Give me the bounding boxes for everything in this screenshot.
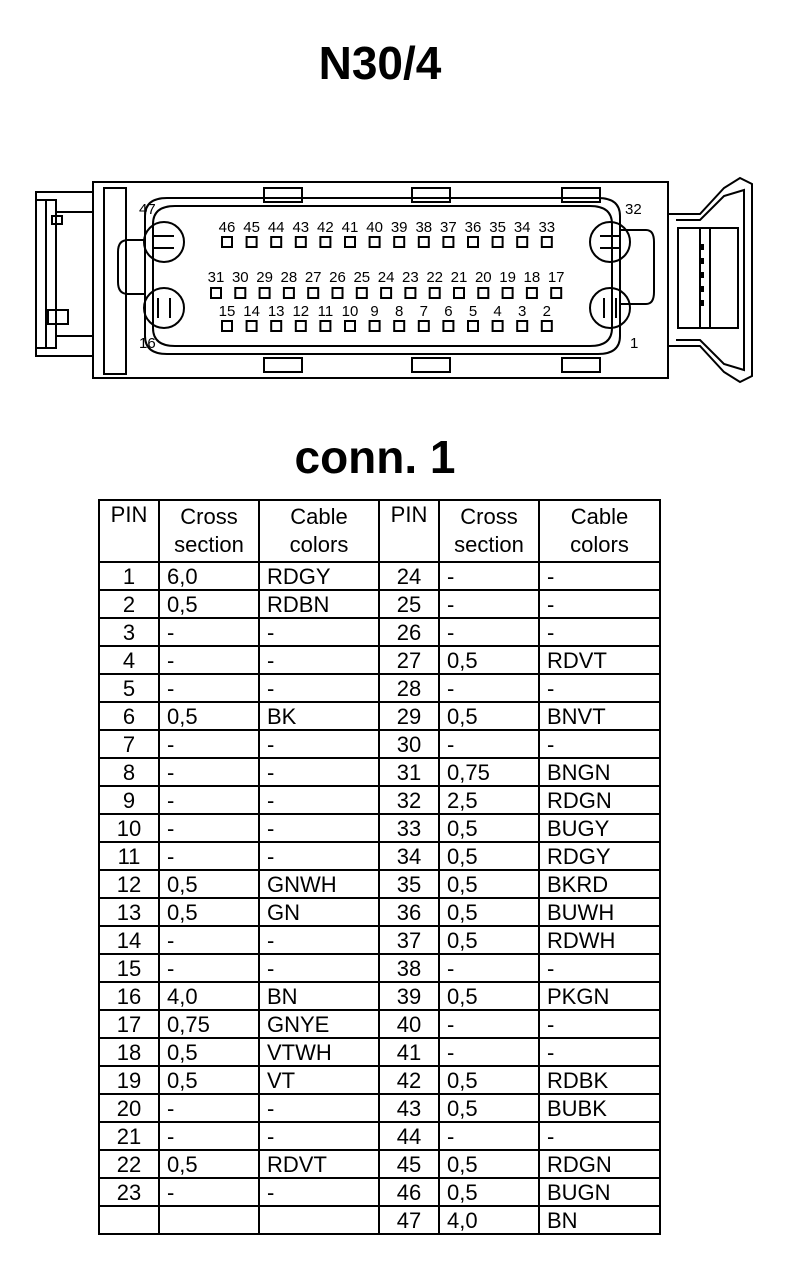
- pin-socket: [551, 288, 561, 298]
- cross-section-value: 0,5: [439, 926, 539, 954]
- cable-color-value: -: [259, 646, 379, 674]
- pin-number: 21: [99, 1122, 159, 1150]
- pin-number: 41: [379, 1038, 439, 1066]
- table-row: [99, 1178, 660, 1206]
- cable-color-value: -: [539, 590, 660, 618]
- pin-label: 33: [538, 219, 556, 236]
- table-row: [99, 842, 660, 870]
- table-row: [99, 870, 660, 898]
- cross-section-value: 0,5: [159, 1038, 259, 1066]
- pin-number: 36: [379, 898, 439, 926]
- cable-color-value: -: [539, 954, 660, 982]
- pin-socket: [247, 237, 257, 247]
- pin-number: 28: [379, 674, 439, 702]
- table-header-row: [99, 500, 660, 562]
- cable-color-value: BN: [539, 1206, 660, 1234]
- pin-socket: [419, 321, 429, 331]
- cable-color-value: -: [259, 730, 379, 758]
- pin-number: 18: [99, 1038, 159, 1066]
- cross-section-value: 0,5: [159, 590, 259, 618]
- pin-number: 31: [379, 758, 439, 786]
- pin-socket: [517, 237, 527, 247]
- table-row: [99, 646, 660, 674]
- cross-section-value: -: [159, 842, 259, 870]
- pin-number: 42: [379, 1066, 439, 1094]
- pin-number: 38: [379, 954, 439, 982]
- pin-socket: [443, 321, 453, 331]
- cross-section-value: -: [439, 1122, 539, 1150]
- pin-number: 46: [379, 1178, 439, 1206]
- pin-number: 17: [99, 1010, 159, 1038]
- pin-label: 23: [402, 269, 419, 286]
- pin-number: 25: [379, 590, 439, 618]
- cross-section-value: 0,5: [439, 1150, 539, 1178]
- pin-number: 37: [379, 926, 439, 954]
- header-pin: PIN: [379, 500, 439, 562]
- pin-label: 25: [353, 269, 371, 286]
- corner-label-16: 16: [139, 335, 156, 352]
- cross-section-value: 0,75: [159, 1010, 259, 1038]
- cable-color-value: -: [259, 618, 379, 646]
- cable-color-value: RDVT: [259, 1150, 379, 1178]
- cross-section-value: -: [439, 590, 539, 618]
- cable-color-value: -: [259, 954, 379, 982]
- pin-socket: [478, 288, 488, 298]
- table-row: [99, 814, 660, 842]
- pin-socket: [468, 321, 478, 331]
- cable-color-value: VT: [259, 1066, 379, 1094]
- pin-label: 4: [493, 303, 502, 320]
- cross-section-value: 0,5: [439, 646, 539, 674]
- pin-number: 20: [99, 1094, 159, 1122]
- pin-number: 47: [379, 1206, 439, 1234]
- header-cable-colors: Cable colors: [259, 500, 379, 562]
- cross-section-value: 0,5: [439, 1178, 539, 1206]
- pin-socket: [296, 321, 306, 331]
- cable-color-value: BNVT: [539, 702, 660, 730]
- cross-section-value: 2,5: [439, 786, 539, 814]
- pin-socket: [370, 321, 380, 331]
- pin-label: 2: [542, 303, 551, 320]
- cross-section-value: 6,0: [159, 562, 259, 590]
- pin-number: 26: [379, 618, 439, 646]
- table-row: [99, 954, 660, 982]
- pin-number: 9: [99, 786, 159, 814]
- pin-label: 20: [474, 269, 492, 286]
- pin-label: 22: [426, 269, 444, 286]
- cross-section-value: -: [159, 926, 259, 954]
- cross-section-value: -: [159, 758, 259, 786]
- cross-section-value: -: [159, 1122, 259, 1150]
- pin-label: 30: [231, 269, 249, 286]
- pin-number: 33: [379, 814, 439, 842]
- cable-color-value: -: [539, 562, 660, 590]
- pin-number: 24: [379, 562, 439, 590]
- pin-number: 16: [99, 982, 159, 1010]
- pin-socket: [345, 237, 355, 247]
- cable-color-value: -: [259, 1094, 379, 1122]
- table-row: [99, 1038, 660, 1066]
- pin-label: 19: [499, 269, 516, 286]
- cable-color-value: -: [259, 814, 379, 842]
- cable-color-value: [259, 1206, 379, 1234]
- table-row: [99, 1122, 660, 1150]
- connector-diagram: [0, 170, 800, 410]
- pin-number: 11: [99, 842, 159, 870]
- cable-color-value: -: [259, 758, 379, 786]
- pin-number: 35: [379, 870, 439, 898]
- pin-socket: [222, 237, 232, 247]
- pin-label: 31: [207, 269, 225, 286]
- header-cross-section: Cross section: [439, 500, 539, 562]
- table-row: [99, 618, 660, 646]
- cable-color-value: PKGN: [539, 982, 660, 1010]
- pin-number: 1: [99, 562, 159, 590]
- pin-number: 2: [99, 590, 159, 618]
- pin-number: 5: [99, 674, 159, 702]
- cross-section-value: 0,5: [439, 1066, 539, 1094]
- cross-section-value: -: [439, 954, 539, 982]
- pin-label: 3: [518, 303, 527, 320]
- header-cable-colors: Cable colors: [539, 500, 660, 562]
- pin-label: 13: [267, 303, 285, 320]
- cross-section-value: 4,0: [159, 982, 259, 1010]
- cable-color-value: -: [539, 730, 660, 758]
- pin-label: 21: [450, 269, 468, 286]
- pin-number: 23: [99, 1178, 159, 1206]
- table-row: [99, 674, 660, 702]
- cross-section-value: 0,5: [159, 870, 259, 898]
- cable-color-value: -: [539, 1122, 660, 1150]
- pin-socket: [333, 288, 343, 298]
- pin-number: 40: [379, 1010, 439, 1038]
- pin-socket: [345, 321, 355, 331]
- pin-label: 42: [317, 219, 334, 236]
- cable-color-value: GNYE: [259, 1010, 379, 1038]
- table-row: [99, 1010, 660, 1038]
- cross-section-value: 0,5: [159, 1066, 259, 1094]
- table-row: [99, 982, 660, 1010]
- cable-color-value: RDGN: [539, 786, 660, 814]
- table-row: [99, 562, 660, 590]
- pin-socket: [527, 288, 537, 298]
- pin-label: 8: [395, 303, 404, 320]
- pin-socket: [320, 237, 330, 247]
- table-row: [99, 590, 660, 618]
- pin-number: 27: [379, 646, 439, 674]
- pin-socket: [493, 237, 503, 247]
- pin-label: 34: [513, 219, 531, 236]
- cable-color-value: BUGN: [539, 1178, 660, 1206]
- pin-socket: [468, 237, 478, 247]
- cross-section-value: 0,75: [439, 758, 539, 786]
- pin-label: 45: [243, 219, 260, 236]
- pin-number: 15: [99, 954, 159, 982]
- pin-socket: [454, 288, 464, 298]
- cross-section-value: 0,5: [439, 898, 539, 926]
- cable-color-value: -: [259, 674, 379, 702]
- pin-socket: [222, 321, 232, 331]
- pin-label: 18: [523, 269, 541, 286]
- cable-color-value: RDVT: [539, 646, 660, 674]
- cross-section-value: -: [159, 674, 259, 702]
- cross-section-value: -: [439, 562, 539, 590]
- header-pin: PIN: [99, 500, 159, 562]
- pin-label: 38: [415, 219, 433, 236]
- pin-number: 19: [99, 1066, 159, 1094]
- cross-section-value: [159, 1206, 259, 1234]
- pin-label: 28: [280, 269, 298, 286]
- pin-number: 44: [379, 1122, 439, 1150]
- cable-color-value: BUWH: [539, 898, 660, 926]
- table-row: [99, 730, 660, 758]
- corner-label-47: 47: [139, 201, 156, 218]
- pin-number: 6: [99, 702, 159, 730]
- pin-label: 9: [370, 303, 379, 320]
- pin-number: 43: [379, 1094, 439, 1122]
- pin-label: 37: [440, 219, 457, 236]
- cross-section-value: -: [159, 786, 259, 814]
- cross-section-value: -: [159, 1178, 259, 1206]
- pin-label: 36: [464, 219, 482, 236]
- cable-color-value: GNWH: [259, 870, 379, 898]
- cable-color-value: BUBK: [539, 1094, 660, 1122]
- pin-socket: [517, 321, 527, 331]
- cable-color-value: BNGN: [539, 758, 660, 786]
- cross-section-value: 4,0: [439, 1206, 539, 1234]
- table-row: [99, 786, 660, 814]
- cross-section-value: -: [439, 674, 539, 702]
- cross-section-value: 0,5: [159, 1150, 259, 1178]
- cross-section-value: 0,5: [439, 870, 539, 898]
- cross-section-value: 0,5: [159, 702, 259, 730]
- cross-section-value: -: [159, 618, 259, 646]
- pin-socket: [405, 288, 415, 298]
- pin-socket: [271, 237, 281, 247]
- pin-socket: [260, 288, 270, 298]
- pin-label: 35: [489, 219, 506, 236]
- pin-socket: [542, 321, 552, 331]
- cross-section-value: -: [159, 1094, 259, 1122]
- pin-label: 10: [341, 303, 359, 320]
- pin-socket: [211, 288, 221, 298]
- cable-color-value: GN: [259, 898, 379, 926]
- cable-color-value: -: [539, 674, 660, 702]
- pin-number: 14: [99, 926, 159, 954]
- cross-section-value: 0,5: [159, 898, 259, 926]
- left-latch: [36, 192, 93, 356]
- pin-label: 43: [292, 219, 310, 236]
- pin-label: 40: [366, 219, 383, 236]
- pin-label: 17: [547, 269, 565, 286]
- pin-socket: [419, 237, 429, 247]
- pin-label: 44: [267, 219, 285, 236]
- table-row: [99, 926, 660, 954]
- cross-section-value: 0,5: [439, 982, 539, 1010]
- cable-color-value: BUGY: [539, 814, 660, 842]
- pin-label: 27: [304, 269, 322, 286]
- pin-socket: [271, 321, 281, 331]
- pin-label: 39: [390, 219, 408, 236]
- pin-socket: [320, 321, 330, 331]
- cross-section-value: -: [159, 814, 259, 842]
- cable-color-value: -: [259, 786, 379, 814]
- cross-section-value: -: [159, 954, 259, 982]
- table-row: [99, 1066, 660, 1094]
- pin-socket: [493, 321, 503, 331]
- pin-number: 32: [379, 786, 439, 814]
- pin-socket: [357, 288, 367, 298]
- cable-color-value: -: [259, 1122, 379, 1150]
- pin-socket: [296, 237, 306, 247]
- pin-table: [98, 499, 661, 1235]
- cable-color-value: BK: [259, 702, 379, 730]
- connector-subtitle: conn. 1: [294, 431, 456, 483]
- pin-label: 6: [444, 303, 453, 320]
- cable-color-value: BKRD: [539, 870, 660, 898]
- pin-socket: [394, 321, 404, 331]
- pin-label: 26: [329, 269, 346, 286]
- pin-label: 24: [377, 269, 395, 286]
- corner-label-1: 1: [630, 335, 639, 352]
- pin-socket: [308, 288, 318, 298]
- table-row: [99, 1206, 660, 1234]
- pin-socket: [430, 288, 440, 298]
- pin-number: 22: [99, 1150, 159, 1178]
- cable-color-value: RDGY: [539, 842, 660, 870]
- pin-socket: [284, 288, 294, 298]
- corner-label-32: 32: [625, 201, 642, 218]
- pin-number: 29: [379, 702, 439, 730]
- pin-label: 11: [317, 303, 334, 320]
- pin-socket: [503, 288, 513, 298]
- pin-label: 29: [256, 269, 273, 286]
- cable-color-value: -: [259, 842, 379, 870]
- pin-label: 12: [292, 303, 310, 320]
- cross-section-value: -: [159, 646, 259, 674]
- cross-section-value: -: [159, 730, 259, 758]
- pin-socket: [370, 237, 380, 247]
- pin-socket: [235, 288, 245, 298]
- table-row: [99, 758, 660, 786]
- table-row: [99, 1150, 660, 1178]
- pin-label: 14: [243, 303, 260, 320]
- pin-number: 8: [99, 758, 159, 786]
- pin-socket: [247, 321, 257, 331]
- cable-color-value: -: [539, 618, 660, 646]
- cross-section-value: 0,5: [439, 842, 539, 870]
- cross-section-value: 0,5: [439, 814, 539, 842]
- header-cross-section: Cross section: [159, 500, 259, 562]
- cross-section-value: 0,5: [439, 1094, 539, 1122]
- pin-socket: [381, 288, 391, 298]
- pin-number: 3: [99, 618, 159, 646]
- cable-color-value: RDGN: [539, 1150, 660, 1178]
- pin-number: 13: [99, 898, 159, 926]
- pin-label: 41: [341, 219, 359, 236]
- cable-color-value: -: [259, 926, 379, 954]
- pin-label: 7: [419, 303, 428, 320]
- pin-socket: [542, 237, 552, 247]
- cable-color-value: RDBK: [539, 1066, 660, 1094]
- pin-number: 39: [379, 982, 439, 1010]
- cross-section-value: -: [439, 618, 539, 646]
- table-row: [99, 1094, 660, 1122]
- cable-color-value: -: [539, 1038, 660, 1066]
- cross-section-value: 0,5: [439, 702, 539, 730]
- page-title: N30/4: [318, 37, 442, 89]
- cable-color-value: RDWH: [539, 926, 660, 954]
- pin-number: 12: [99, 870, 159, 898]
- pin-socket: [443, 237, 453, 247]
- cable-color-value: RDBN: [259, 590, 379, 618]
- pin-number: [99, 1206, 159, 1234]
- cross-section-value: -: [439, 730, 539, 758]
- pin-label: 46: [218, 219, 236, 236]
- cross-section-value: -: [439, 1010, 539, 1038]
- pin-number: 34: [379, 842, 439, 870]
- pin-label: 5: [468, 303, 478, 320]
- pin-number: 7: [99, 730, 159, 758]
- cable-color-value: BN: [259, 982, 379, 1010]
- cable-color-value: -: [259, 1178, 379, 1206]
- pin-number: 45: [379, 1150, 439, 1178]
- pin-label: 15: [218, 303, 236, 320]
- cable-color-value: VTWH: [259, 1038, 379, 1066]
- cross-section-value: -: [439, 1038, 539, 1066]
- pin-number: 10: [99, 814, 159, 842]
- pin-socket: [394, 237, 404, 247]
- cable-color-value: RDGY: [259, 562, 379, 590]
- pin-number: 30: [379, 730, 439, 758]
- cable-color-value: -: [539, 1010, 660, 1038]
- table-row: [99, 702, 660, 730]
- pin-number: 4: [99, 646, 159, 674]
- table-row: [99, 898, 660, 926]
